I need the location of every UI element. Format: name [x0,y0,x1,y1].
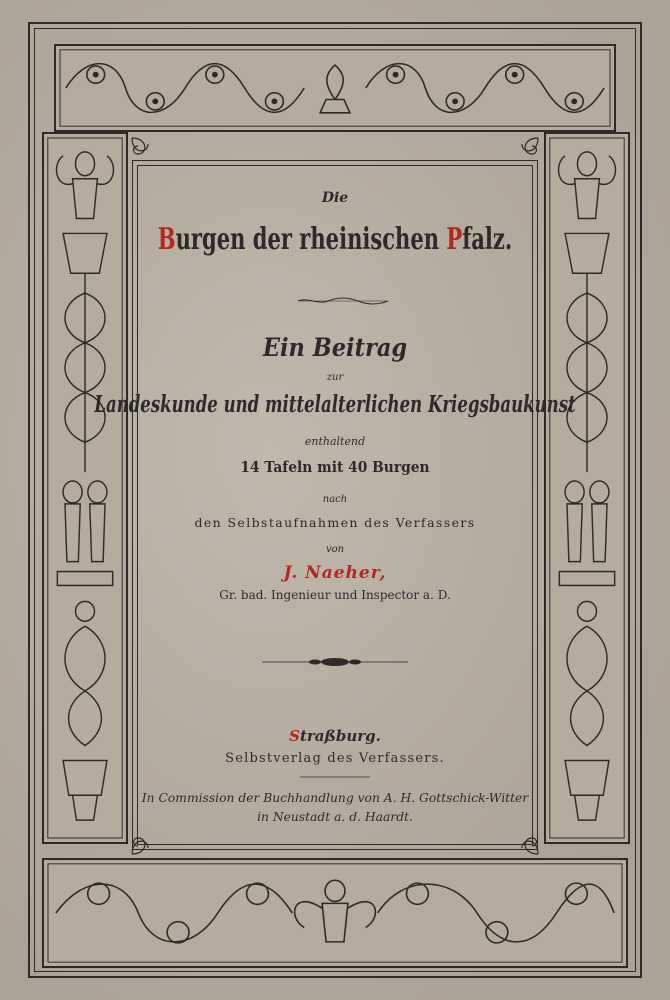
scroll-ornament [56,46,614,130]
connector-enthaltend: enthaltend [304,435,366,448]
connector-von: von [325,544,345,555]
place-initial: S [289,727,300,745]
commission-line: In Commission der Buchhandlung von A. H. Gottschick-Witter [141,791,529,805]
connector-zur: zur [326,372,344,383]
wavy-divider [0,296,670,306]
location-line: in Neustadt a. d. Haardt. [257,810,413,824]
subtitle-topic: Landeskunde und mittelalterlichen Kriegsbaukunst [94,391,576,418]
publisher: Selbstverlag des Verfassers. [225,751,445,766]
angel-scroll-ornament [44,860,626,966]
source-info: den Selbstaufnahmen des Verfassers [194,515,476,530]
place-of-publication [0,727,670,745]
corner-ornament-icon [128,818,168,858]
title-article: Die [321,190,349,206]
title-initial-p: P [446,222,463,257]
corner-ornament-icon [128,134,168,174]
corner-ornament-icon [502,134,542,174]
corner-ornament-icon [502,818,542,858]
title-end: falz. [462,222,513,257]
title-middle: urgen der rheinischen [175,222,447,257]
bottom-ornament-band [42,858,628,968]
connector-nach: nach [322,494,348,505]
author-title: Gr. bad. Ingenieur und Inspector a. D. [219,588,451,602]
subtitle-main: Ein Beitrag [262,333,408,362]
place-rest: traßburg. [299,727,381,745]
plates-info: 14 Tafeln mit 40 Burgen [240,458,430,476]
author-name: J. Naeher, [283,563,387,583]
title-initial-b: B [157,222,176,257]
top-ornament-band [54,44,616,132]
ornamental-divider [0,655,670,669]
short-rule [0,775,670,779]
main-title [74,222,597,257]
